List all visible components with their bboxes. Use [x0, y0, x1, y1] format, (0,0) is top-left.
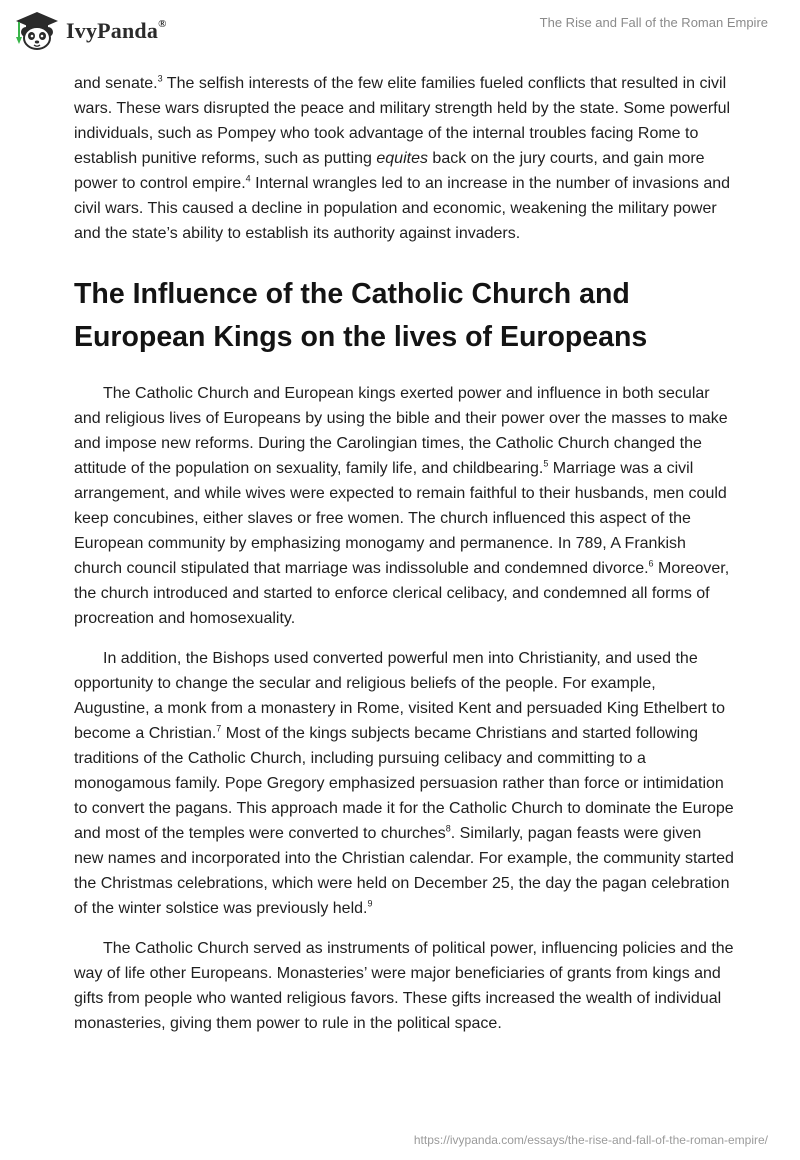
- registered-mark: ®: [158, 17, 167, 30]
- paragraph: In addition, the Bishops used converted powerful men into Christianity, and used the opportunity to change the secular and religious beliefs of the people. For example, Augustine, a monk from a monastery in Rome, visited Kent and persuaded King Ethelbert to become a Christian.$^7$ Most of the kings subjects became Christians and started following traditions of the Catholic Church, including pursuing celibacy and committing to a monogamous family. Pope Gregory emphasized persuasion rather than force or intimidation to convert the pagans. This approach made it for the Catholic Church to dominate the Europe and most of the temples were converted to churches$^8$. Similarly, pagan feasts were given new names and incorporated into the Christian calendar. For example, the community started the Christmas celebrations, which were held on December 25, the day the pagan celebration of the winter solstice was previously held.$^9$: [74, 650, 734, 917]
- footnote-ref: 3: [157, 73, 163, 84]
- paragraph: The Catholic Church served as instruments of political power, influencing policies and the way of life other Europeans. Monasteries’ were major beneficiaries of grants from kings and gifts from people who wanted religious favors. These gifts increased the wealth of individual monasteries, giving them power to rule in the political space.: [74, 940, 734, 1032]
- brand-name: IvyPanda®: [66, 17, 167, 43]
- italic-term: equites: [376, 150, 428, 167]
- footnote-ref: 9: [367, 898, 373, 909]
- footnote-ref: 4: [245, 173, 251, 184]
- footnote-ref: 6: [648, 558, 654, 569]
- brand-logo[interactable]: [14, 10, 167, 52]
- paragraph: The Catholic Church and European kings exerted power and influence in both secular and religious lives of Europeans by using the bible and their power over the masses to make and impose new reforms. During the Carolingian times, the Catholic Church changed the attitude of the population on sexuality, family life, and childbearing.$^5$ Marriage was a civil arrangement, and while wives were expected to remain faithful to their husbands, men could keep concubines, either slaves or free women. The church influenced this aspect of the European community by emphasizing monogamy and permanence. In 789, A Frankish church council stipulated that marriage was indissoluble and condemned divorce.$^6$ Moreover, the church introduced and started to enforce clerical celibacy, and condemned all forms of procreation and homosexuality.: [74, 385, 730, 627]
- document-title: The Rise and Fall of the Roman Empire: [539, 15, 768, 30]
- paragraph-continued: and senate.$^3$ The selfish interests of the few elite families fueled conflicts that resulted in civil wars. These wars disrupted the peace and military strength held by the state. Some powerful individuals, such as Pompey who took advantage of the internal troubles facing Rome to establish punitive reforms, such as putting equites back on the jury courts, and gain more power to control empire.$^4$ Internal wrangles led to an increase in the number of invasions and civil wars. This caused a decline in population and economic, weakening the military power and the state’s ability to establish its authority against invaders.: [74, 73, 731, 242]
- source-url[interactable]: https://ivypanda.com/essays/the-rise-and-fall-of-the-roman-empire/: [413, 1133, 768, 1147]
- footnote-ref: 8: [445, 823, 451, 834]
- essay-content: [74, 71, 734, 1036]
- page-header: [0, 0, 800, 60]
- footnote-ref: 5: [543, 458, 549, 469]
- section-heading: The Influence of the Catholic Church and European Kings on the lives of Europeans: [74, 278, 648, 353]
- panda-graduate-logo-icon: [14, 10, 60, 52]
- footnote-ref: 7: [216, 723, 222, 734]
